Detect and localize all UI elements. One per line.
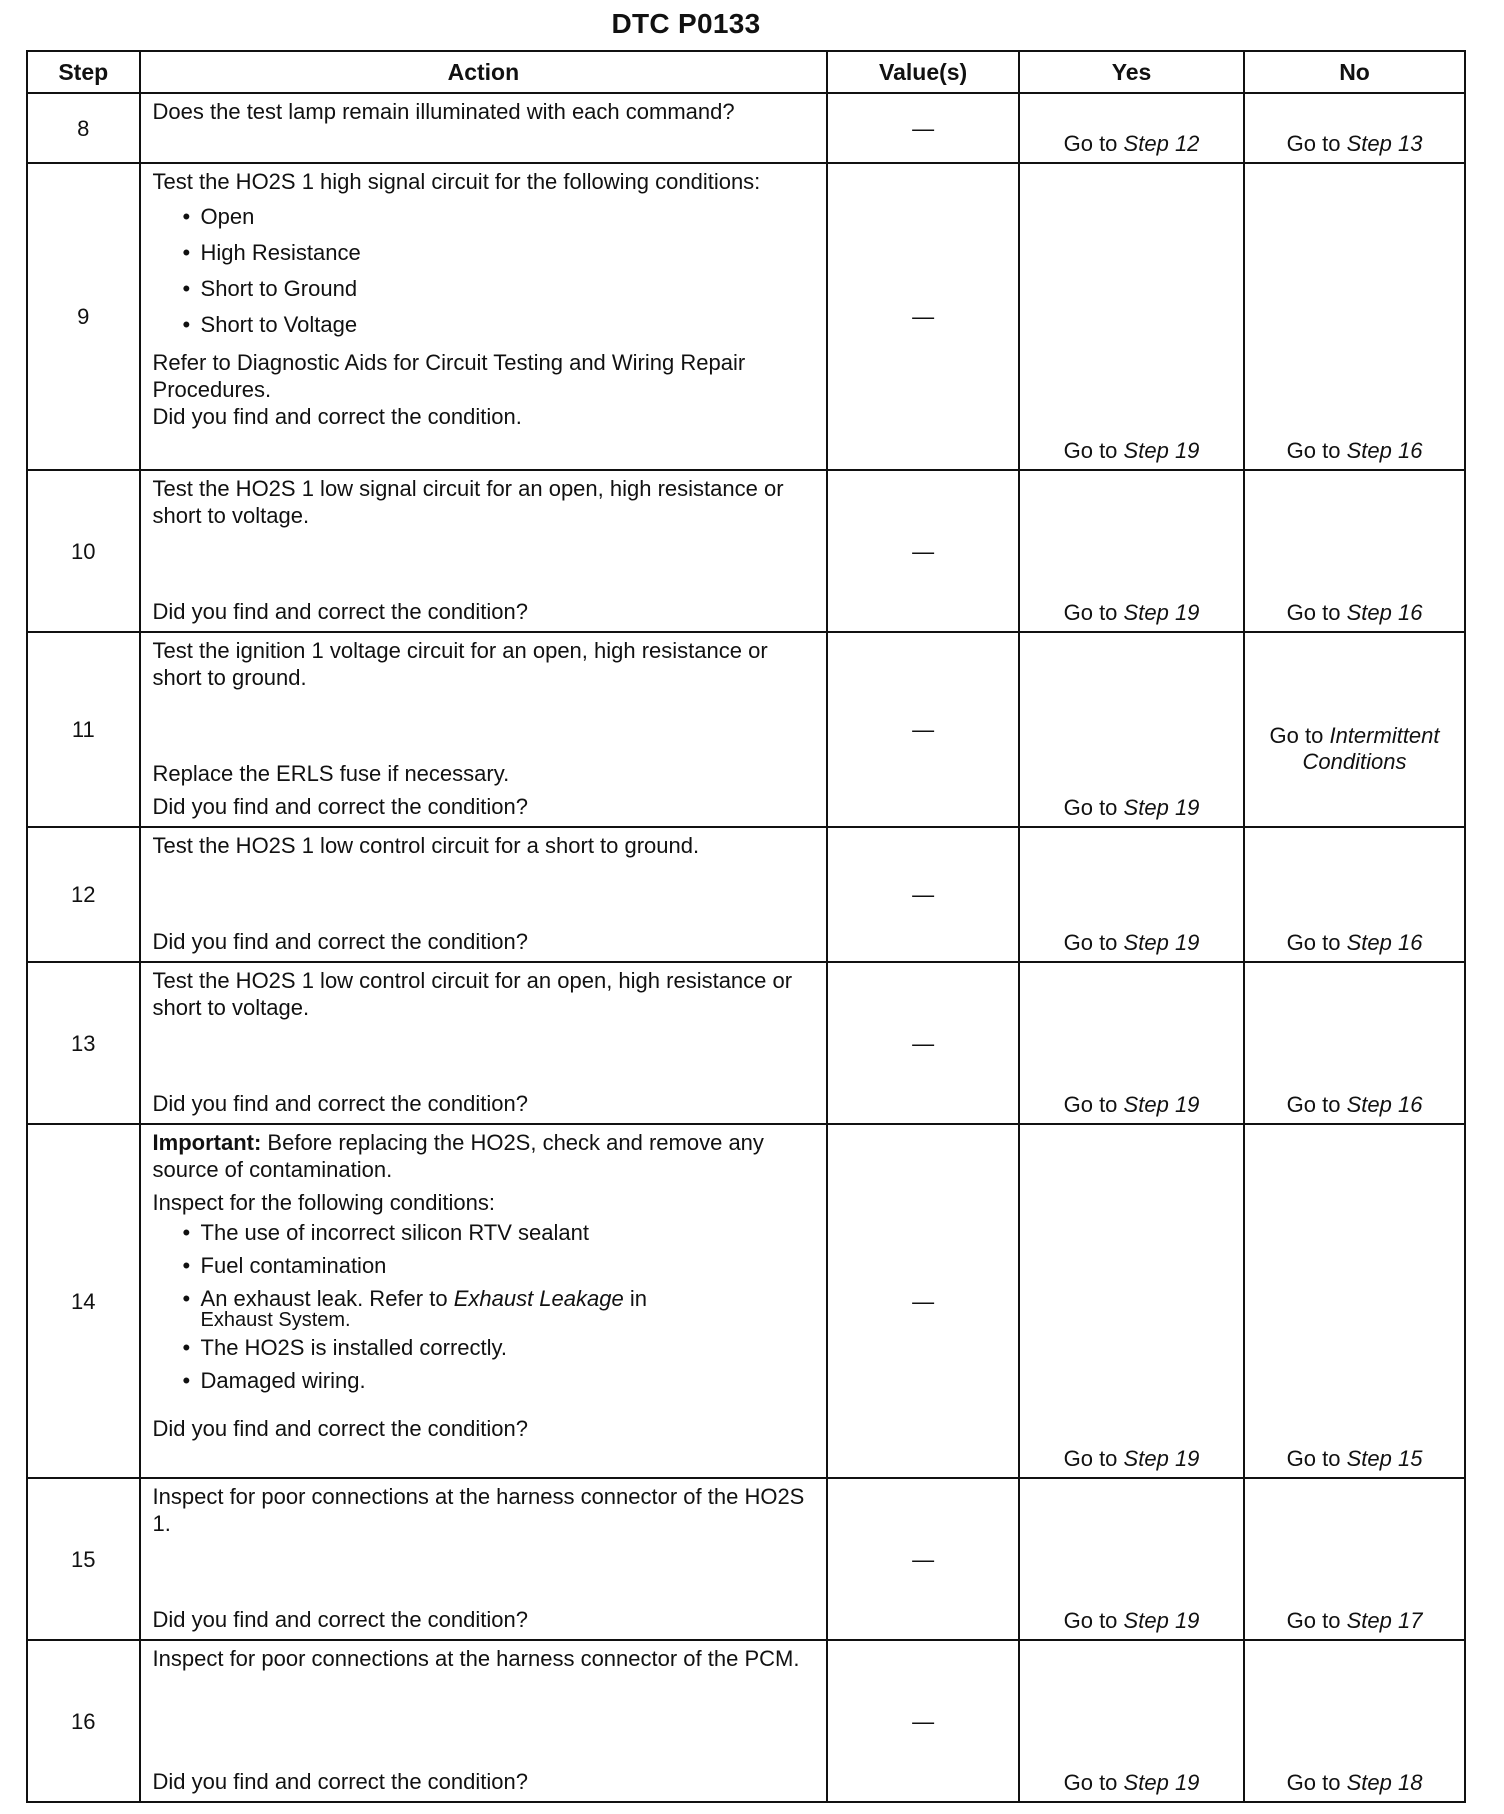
list-item: • High Resistance bbox=[201, 235, 817, 271]
value-cell: — bbox=[827, 470, 1019, 632]
goto-label: Go to bbox=[1286, 1092, 1341, 1117]
header-yes: Yes bbox=[1019, 51, 1244, 93]
step-word: Step bbox=[1346, 1608, 1392, 1633]
yes-cell bbox=[1019, 470, 1244, 632]
step-link[interactable]: 19 bbox=[1174, 438, 1200, 463]
step-word: Step bbox=[1123, 438, 1169, 463]
goto-label: Go to bbox=[1286, 131, 1341, 156]
no-cell bbox=[1244, 93, 1465, 163]
goto-label: Go to bbox=[1063, 600, 1118, 625]
list-item: • Fuel contamination bbox=[201, 1249, 817, 1282]
goto-label: Go to bbox=[1286, 1770, 1341, 1795]
action-text: Test the HO2S 1 low control circuit for an open, high resistance or short to voltage. bbox=[152, 968, 793, 1020]
step-number: 10 bbox=[27, 470, 140, 632]
step-word: Step bbox=[1346, 1092, 1392, 1117]
step-word: Step bbox=[1123, 930, 1169, 955]
step-link[interactable]: 18 bbox=[1397, 1770, 1423, 1795]
step-word: Step bbox=[1346, 1446, 1392, 1471]
header-step: Step bbox=[27, 51, 140, 93]
header-no: No bbox=[1244, 51, 1465, 93]
table-row bbox=[27, 93, 1465, 163]
action-text: Test the ignition 1 voltage circuit for an open, high resistance or short to ground. bbox=[152, 638, 768, 690]
step-link[interactable]: 19 bbox=[1174, 1092, 1200, 1117]
question-text: Did you find and correct the condition? bbox=[152, 794, 528, 819]
goto-label: Go to bbox=[1286, 1446, 1341, 1471]
step-link[interactable]: 17 bbox=[1397, 1608, 1423, 1633]
goto-label: Go to bbox=[1063, 438, 1118, 463]
question-text: Did you find and correct the condition? bbox=[152, 1607, 528, 1632]
no-cell bbox=[1244, 1640, 1465, 1802]
goto-label: Go to bbox=[1286, 600, 1341, 625]
goto-label: Go to bbox=[1063, 795, 1118, 820]
action-cell bbox=[140, 470, 828, 632]
step-word: Step bbox=[1346, 1770, 1392, 1795]
yes-cell bbox=[1019, 163, 1244, 470]
list-item: • The use of incorrect silicon RTV sealant bbox=[201, 1216, 817, 1249]
header-row bbox=[27, 51, 1465, 93]
no-cell bbox=[1244, 1478, 1465, 1640]
step-link[interactable]: 13 bbox=[1397, 131, 1423, 156]
step-link[interactable]: 16 bbox=[1397, 438, 1423, 463]
step-number: 9 bbox=[27, 163, 140, 470]
goto-label: Go to bbox=[1063, 1608, 1118, 1633]
action-text: Test the HO2S 1 low control circuit for a short to ground. bbox=[152, 833, 700, 858]
step-number: 13 bbox=[27, 962, 140, 1124]
value-cell: — bbox=[827, 632, 1019, 827]
value-cell: — bbox=[827, 1640, 1019, 1802]
no-cell bbox=[1244, 1124, 1465, 1478]
action-cell bbox=[140, 93, 828, 163]
goto-label: Go to bbox=[1063, 1770, 1118, 1795]
list-item: • The HO2S is installed correctly. bbox=[201, 1331, 817, 1364]
yes-cell bbox=[1019, 827, 1244, 962]
table-row bbox=[27, 1124, 1465, 1478]
no-cell bbox=[1244, 163, 1465, 470]
bullet-text: in bbox=[629, 1286, 647, 1311]
list-item: • Short to Ground bbox=[201, 271, 817, 307]
step-word: Step bbox=[1346, 131, 1392, 156]
step-link[interactable]: 16 bbox=[1397, 600, 1423, 625]
table-row bbox=[27, 632, 1465, 827]
no-cell bbox=[1244, 470, 1465, 632]
question-text: Did you find and correct the condition? bbox=[152, 1091, 528, 1116]
yes-cell bbox=[1019, 1124, 1244, 1478]
intermittent-conditions-link[interactable]: Intermittent Conditions bbox=[1302, 722, 1440, 774]
step-number: 11 bbox=[27, 632, 140, 827]
action-text: Does the test lamp remain illuminated with each command? bbox=[152, 99, 735, 124]
action-text: Inspect for poor connections at the harness connector of the HO2S 1. bbox=[152, 1484, 805, 1536]
replace-text: Replace the ERLS fuse if necessary. bbox=[152, 761, 510, 786]
question-text: Did you find and correct the condition? bbox=[152, 1416, 528, 1441]
step-word: Step bbox=[1123, 600, 1169, 625]
important-label: Important: bbox=[152, 1130, 262, 1155]
step-word: Step bbox=[1123, 1608, 1169, 1633]
goto-label: Go to bbox=[1286, 438, 1341, 463]
action-cell bbox=[140, 1478, 828, 1640]
table-row bbox=[27, 163, 1465, 470]
inspect-text: Inspect for the following conditions: bbox=[152, 1190, 495, 1215]
question-text: Did you find and correct the condition? bbox=[152, 929, 528, 954]
step-word: Step bbox=[1123, 131, 1169, 156]
value-cell: — bbox=[827, 1478, 1019, 1640]
yes-cell bbox=[1019, 632, 1244, 827]
yes-cell bbox=[1019, 1478, 1244, 1640]
diagnostic-table bbox=[26, 50, 1466, 1803]
step-number: 16 bbox=[27, 1640, 140, 1802]
table-row bbox=[27, 470, 1465, 632]
goto-label: Go to bbox=[1286, 1608, 1341, 1633]
header-action: Action bbox=[140, 51, 828, 93]
action-cell bbox=[140, 827, 828, 962]
bullet-subtext: Exhaust System. bbox=[200, 1309, 351, 1331]
step-number: 14 bbox=[27, 1124, 140, 1478]
table-row bbox=[27, 827, 1465, 962]
step-link[interactable]: 16 bbox=[1397, 930, 1423, 955]
value-cell: — bbox=[827, 1124, 1019, 1478]
step-link[interactable]: 16 bbox=[1397, 1092, 1423, 1117]
step-word: Step bbox=[1123, 1092, 1169, 1117]
step-link[interactable]: 19 bbox=[1174, 600, 1200, 625]
goto-label: Go to bbox=[1063, 930, 1118, 955]
no-cell bbox=[1244, 827, 1465, 962]
step-link[interactable]: 15 bbox=[1397, 1446, 1423, 1471]
goto-label: Go to bbox=[1063, 1446, 1118, 1471]
important-text: Before replacing the HO2S, check and remove any source of contamination. bbox=[152, 1130, 764, 1182]
table-row bbox=[27, 962, 1465, 1124]
step-number: 12 bbox=[27, 827, 140, 962]
step-number: 8 bbox=[27, 93, 140, 163]
goto-label: Go to bbox=[1063, 131, 1118, 156]
action-text: Test the HO2S 1 high signal circuit for the following conditions: bbox=[152, 169, 761, 194]
value-cell: — bbox=[827, 163, 1019, 470]
yes-cell bbox=[1019, 93, 1244, 163]
value-cell: — bbox=[827, 962, 1019, 1124]
yes-cell bbox=[1019, 962, 1244, 1124]
question-text: Did you find and correct the condition. bbox=[152, 404, 522, 429]
question-text: Did you find and correct the condition? bbox=[152, 599, 528, 624]
action-cell bbox=[140, 962, 828, 1124]
step-link[interactable]: 19 bbox=[1174, 1770, 1200, 1795]
value-cell: — bbox=[827, 827, 1019, 962]
step-word: Step bbox=[1346, 438, 1392, 463]
action-cell bbox=[140, 1640, 828, 1802]
step-link[interactable]: 19 bbox=[1174, 1446, 1200, 1471]
step-word: Step bbox=[1123, 1446, 1169, 1471]
yes-cell bbox=[1019, 1640, 1244, 1802]
list-item: • Open bbox=[201, 199, 817, 235]
list-item: • Short to Voltage bbox=[201, 307, 817, 343]
step-link[interactable]: 12 bbox=[1174, 131, 1200, 156]
condition-list bbox=[153, 1216, 817, 1397]
step-word: Step bbox=[1346, 930, 1392, 955]
action-text: Test the HO2S 1 low signal circuit for an open, high resistance or short to voltage. bbox=[152, 476, 784, 528]
value-cell: — bbox=[827, 93, 1019, 163]
list-item bbox=[201, 1282, 817, 1331]
action-cell bbox=[140, 632, 828, 827]
no-cell bbox=[1244, 632, 1465, 827]
step-link[interactable]: 19 bbox=[1174, 1608, 1200, 1633]
table-row bbox=[27, 1478, 1465, 1640]
no-cell bbox=[1244, 962, 1465, 1124]
goto-label: Go to bbox=[1063, 1092, 1118, 1117]
question-text: Did you find and correct the condition? bbox=[152, 1769, 528, 1794]
step-word: Step bbox=[1123, 795, 1169, 820]
condition-list bbox=[153, 199, 817, 343]
page-title: DTC P0133 bbox=[611, 8, 761, 39]
goto-label: Go to bbox=[1269, 722, 1324, 748]
exhaust-leakage-link[interactable]: Exhaust Leakage bbox=[453, 1286, 624, 1311]
action-text: Inspect for poor connections at the harness connector of the PCM. bbox=[152, 1646, 800, 1671]
step-link[interactable]: 19 bbox=[1174, 930, 1200, 955]
bullet-text: An exhaust leak. Refer to bbox=[200, 1286, 448, 1311]
step-link[interactable]: 19 bbox=[1174, 795, 1200, 820]
step-number: 15 bbox=[27, 1478, 140, 1640]
refer-text: Refer to Diagnostic Aids for Circuit Testing and Wiring Repair Procedures. bbox=[152, 350, 746, 402]
header-values: Value(s) bbox=[827, 51, 1019, 93]
important-note bbox=[153, 1129, 817, 1183]
step-word: Step bbox=[1123, 1770, 1169, 1795]
action-cell bbox=[140, 163, 828, 470]
goto-label: Go to bbox=[1286, 930, 1341, 955]
action-cell bbox=[140, 1124, 828, 1478]
list-item: • Damaged wiring. bbox=[201, 1364, 817, 1397]
step-word: Step bbox=[1346, 600, 1392, 625]
table-row bbox=[27, 1640, 1465, 1802]
